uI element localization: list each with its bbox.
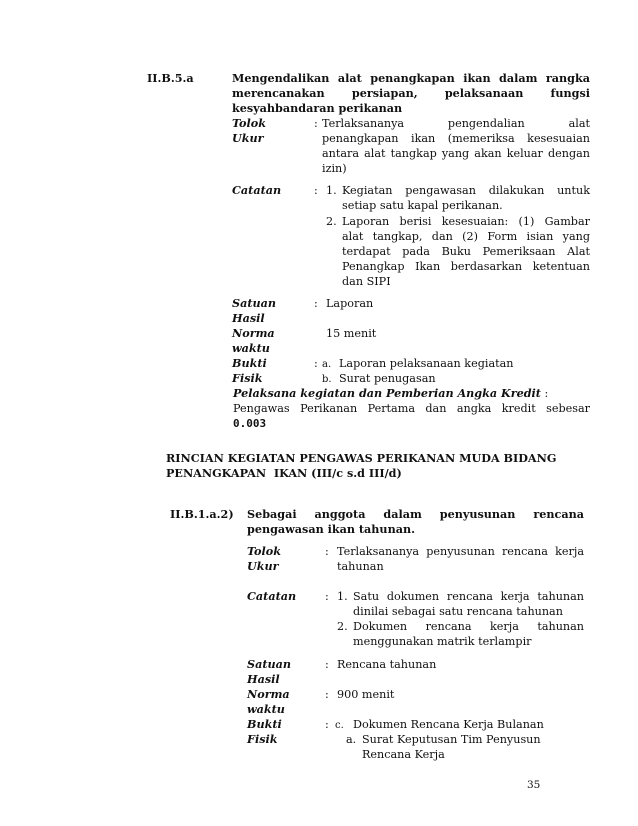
- catatan-line: Penangkap Ikan berdasarkan ketentuan: [342, 260, 590, 273]
- satuan-label: Satuan: [232, 296, 277, 310]
- title-word: anggota: [314, 507, 366, 521]
- section-heading: PENANGKAPAN IKAN (III/c s.d III/d): [166, 466, 402, 480]
- title-word: dalam: [383, 507, 422, 521]
- catatan-label: Catatan: [232, 183, 282, 197]
- item-title-line: pengawasan ikan tahunan.: [247, 522, 415, 536]
- item-title-line: [247, 507, 584, 522]
- norma-value: 900 menit: [337, 688, 395, 701]
- text-word: pengendalian: [447, 117, 525, 130]
- list-number: 2.: [337, 620, 348, 633]
- catatan-line: setiap satu kapal perikanan.: [342, 199, 503, 212]
- title-word: pelaksanaan: [444, 86, 524, 100]
- colon: :: [325, 718, 329, 731]
- colon: :: [325, 590, 329, 603]
- hasil-label: Hasil: [247, 672, 280, 686]
- bukti-label: Bukti: [232, 356, 267, 370]
- catatan-line: alat tangkap, dan (2) Form isian yang: [342, 230, 590, 243]
- norma-label: Norma: [247, 687, 290, 701]
- list-letter: c.: [335, 720, 344, 731]
- tolok-label: Tolok: [232, 116, 266, 130]
- catatan-line: menggunakan matrik terlampir: [353, 635, 532, 648]
- title-word: persiapan,: [351, 86, 418, 100]
- pelaksana-heading-line: [233, 386, 548, 401]
- angka-kredit-value: 0.003: [233, 417, 267, 430]
- item-code: II.B.5.a: [147, 71, 194, 85]
- catatan-line: dinilai sebagai satu rencana tahunan: [353, 605, 563, 618]
- catatan-line: terdapat pada Buku Pemeriksaan Alat: [342, 245, 590, 258]
- tolok-text-line: penangkapan ikan (memeriksa kesesuaian: [322, 132, 590, 145]
- colon: :: [314, 357, 318, 370]
- hasil-label: Hasil: [232, 311, 265, 325]
- title-word: penyusunan: [439, 507, 516, 521]
- waktu-label: waktu: [247, 702, 285, 716]
- ukur-label: Ukur: [247, 559, 279, 573]
- bukti-item: Rencana Kerja: [362, 748, 445, 761]
- bukti-item: Surat Keputusan Tim Penyusun: [362, 733, 541, 746]
- catatan-line: dan SIPI: [342, 275, 391, 288]
- colon: :: [325, 688, 329, 701]
- norma-label: Norma: [232, 326, 275, 340]
- list-number: 1.: [337, 590, 348, 603]
- waktu-label: waktu: [232, 341, 270, 355]
- pelaksana-heading: Pelaksana kegiatan dan Pemberian Angka Kredit: [233, 386, 541, 400]
- item-title-line: Mengendalikan alat penangkapan ikan dalam rangka: [232, 71, 590, 85]
- norma-value: 15 menit: [326, 327, 377, 340]
- catatan-line: Satu dokumen rencana kerja tahunan: [353, 590, 584, 603]
- colon: :: [314, 117, 318, 130]
- list-letter: a.: [346, 733, 357, 746]
- title-word: merencanakan: [232, 86, 325, 100]
- list-letter: a.: [322, 359, 332, 370]
- bukti-item: Dokumen Rencana Kerja Bulanan: [353, 718, 544, 731]
- item-title-line: kesyahbandaran perikanan: [232, 101, 403, 115]
- catatan-label: Catatan: [247, 589, 297, 603]
- page-number: 35: [527, 779, 541, 791]
- colon: :: [314, 297, 318, 310]
- colon: :: [544, 387, 549, 400]
- colon: :: [325, 545, 329, 558]
- text-word: alat: [568, 117, 590, 130]
- bukti-label: Bukti: [247, 717, 282, 731]
- ukur-label: Ukur: [232, 131, 264, 145]
- catatan-line: Dokumen rencana kerja tahunan: [353, 620, 584, 633]
- catatan-line: Laporan berisi kesesuaian: (1) Gambar: [342, 215, 590, 228]
- satuan-label: Satuan: [247, 657, 292, 671]
- colon: :: [325, 658, 329, 671]
- title-word: Sebagai: [247, 507, 297, 521]
- list-number: 2.: [326, 215, 337, 228]
- fisik-label: Fisik: [232, 371, 263, 385]
- section-heading: RINCIAN KEGIATAN PENGAWAS PERIKANAN MUDA BIDANG: [166, 451, 557, 465]
- item-title-line: [232, 86, 590, 101]
- title-word: rencana: [533, 507, 584, 521]
- tolok-text-line: Terlaksananya penyusunan rencana kerja: [337, 545, 584, 558]
- text-word: Terlaksananya: [322, 117, 405, 130]
- colon: :: [314, 184, 318, 197]
- pelaksana-text: Pengawas Perikanan Pertama dan angka kredit sebesar: [233, 402, 590, 415]
- catatan-line: Kegiatan pengawasan dilakukan untuk: [342, 184, 590, 197]
- list-number: 1.: [326, 184, 337, 197]
- bukti-item: Laporan pelaksanaan kegiatan: [339, 357, 514, 370]
- tolok-text-line: antara alat tangkap yang akan keluar dengan: [322, 147, 590, 160]
- tolok-text-line: [322, 116, 590, 131]
- tolok-text-line: tahunan: [337, 560, 384, 573]
- satuan-value: Laporan: [326, 297, 374, 310]
- fisik-label: Fisik: [247, 732, 278, 746]
- tolok-text-line: izin): [322, 162, 347, 175]
- item-code: II.B.1.a.2): [170, 507, 234, 521]
- bukti-item: Surat penugasan: [339, 372, 436, 385]
- list-letter: b.: [322, 374, 332, 385]
- title-word: fungsi: [550, 86, 590, 100]
- tolok-label: Tolok: [247, 544, 281, 558]
- satuan-value: Rencana tahunan: [337, 658, 437, 671]
